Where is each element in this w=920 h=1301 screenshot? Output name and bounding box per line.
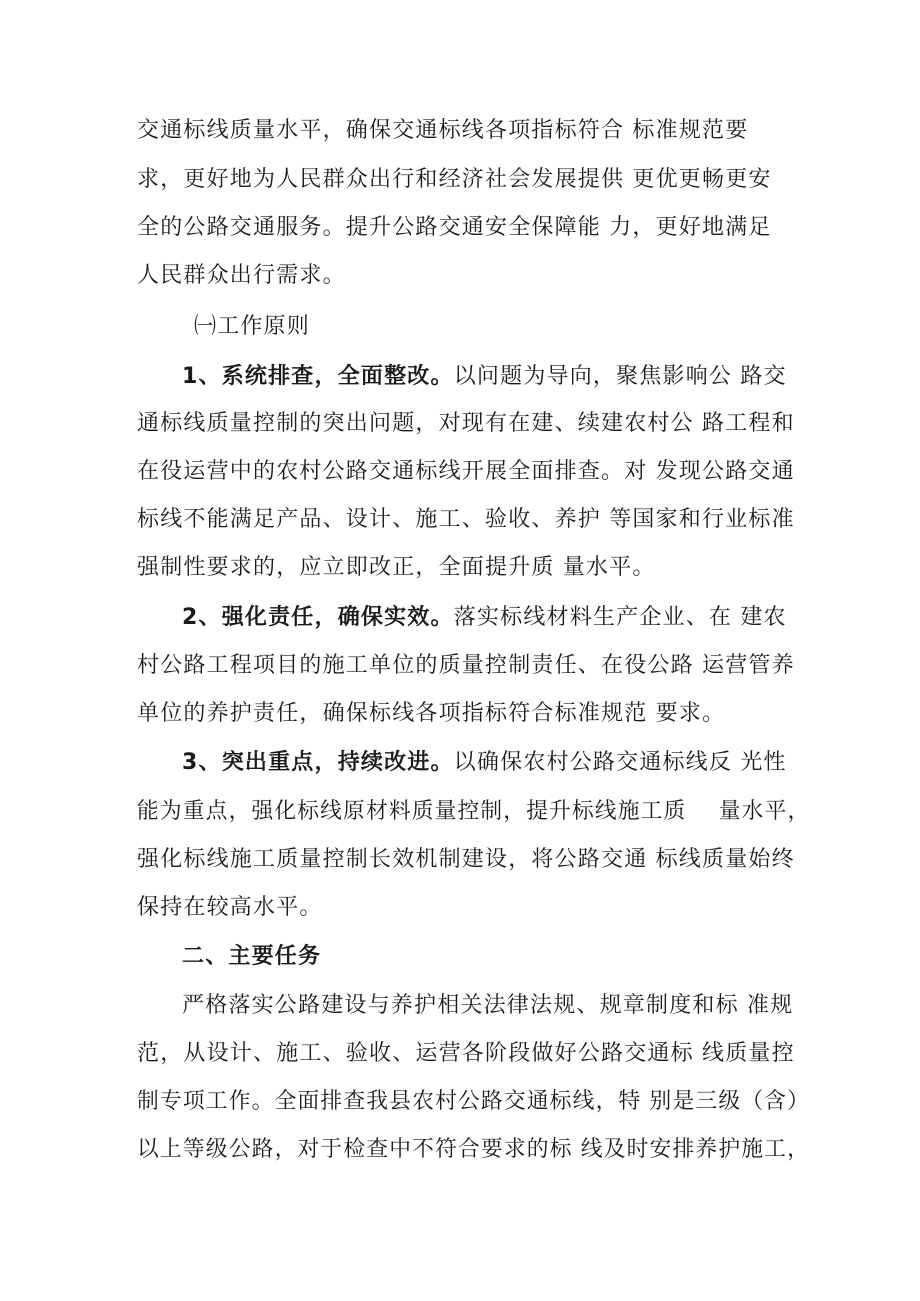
paragraph-line: 强制性要求的，应立即改正，全面提升质 量水平。: [137, 555, 656, 580]
paragraph-line: 求，更好地为人民群众出行和经济社会发展提供 更优更畅更安: [137, 167, 772, 192]
paragraph-line: 标线不能满足产品、设计、施工、验收、养护 等国家和行业标准: [137, 507, 795, 532]
principle-3-title: 3、突出重点，持续改进。: [182, 750, 454, 775]
paragraph-line: 能为重点，强化标线原材料质量控制，提升标线施工质 量水平，: [137, 799, 811, 824]
paragraph-line: 强化标线施工质量控制长效机制建设，将公路交通 标线质量始终: [137, 847, 795, 872]
principle-1-text: 以问题为导向，聚焦影响公 路交: [453, 364, 787, 389]
principle-1-first-line: [182, 362, 787, 392]
paragraph-line: 严格落实公路建设与养护相关法律法规、规章制度和标 准规: [182, 993, 794, 1018]
section-heading-work-principles: ㈠工作原则: [194, 314, 311, 339]
paragraph-line: 制专项工作。全面排查我县农村公路交通标线，特 别是三级（含）: [137, 1089, 811, 1114]
paragraph-line: 全的公路交通服务。提升公路交通安全保障能 力，更好地满足: [137, 215, 772, 240]
principle-2-title: 2、强化责任，确保实效。: [182, 605, 454, 630]
section-heading-main-tasks: 二、主要任务: [182, 944, 322, 969]
paragraph-line: 保持在较高水平。: [137, 895, 323, 920]
principle-3-text: 以确保农村公路交通标线反 光性: [453, 750, 787, 775]
paragraph-line: 交通标线质量水平，确保交通标线各项指标符合 标准规范要: [137, 118, 749, 143]
paragraph-line: 以上等级公路，对于检查中不符合要求的标 线及时安排养护施工，: [137, 1137, 811, 1162]
principle-3-first-line: [182, 748, 787, 778]
paragraph-line: 人民群众出行需求。: [137, 263, 346, 288]
paragraph-line: 村公路工程项目的施工单位的质量控制责任、在役公路 运营管养: [137, 653, 795, 678]
paragraph-line: 通标线质量控制的突出问题，对现有在建、续建农村公 路工程和: [137, 411, 795, 436]
paragraph-line: 在役运营中的农村公路交通标线开展全面排查。对 发现公路交通: [137, 459, 795, 484]
paragraph-line: 单位的养护责任，确保标线各项指标符合标准规范 要求。: [137, 701, 726, 726]
principle-1-title: 1、系统排查，全面整改。: [182, 364, 454, 389]
principle-2-first-line: [182, 603, 787, 633]
paragraph-line: 范，从设计、施工、验收、运营各阶段做好公路交通标 线质量控: [137, 1041, 795, 1066]
principle-2-text: 落实标线材料生产企业、在 建农: [453, 605, 787, 630]
